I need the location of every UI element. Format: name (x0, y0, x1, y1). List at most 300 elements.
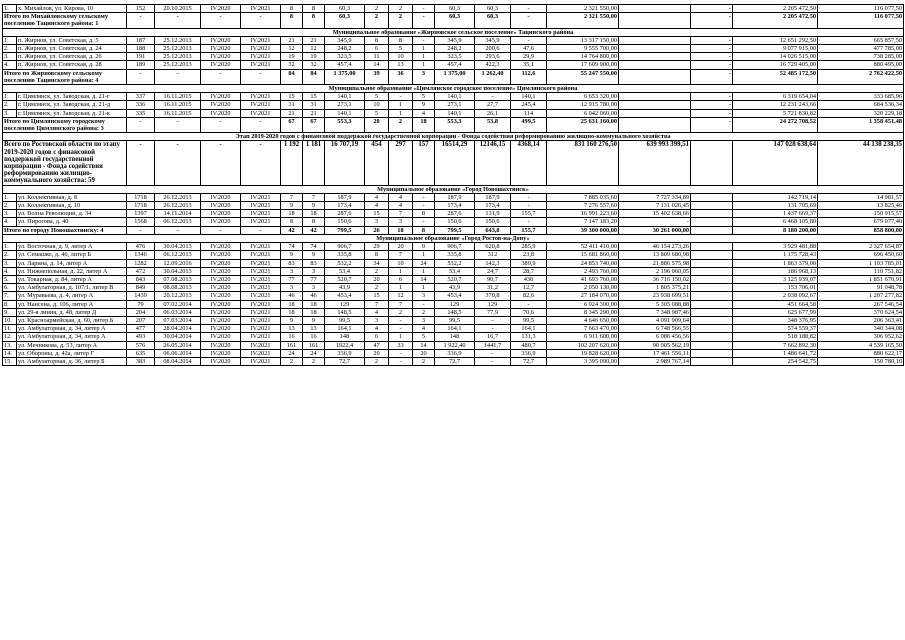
table-cell: IV.2021 (241, 325, 281, 333)
table-cell: 477 785,00 (818, 45, 904, 53)
table-cell: 3 (365, 218, 389, 226)
table-cell: 9 (413, 101, 435, 109)
table-cell: 1 (389, 284, 413, 292)
table-cell: - (389, 93, 413, 101)
table-cell (691, 349, 733, 357)
table-cell: 906,7 (325, 243, 365, 251)
table-cell: 32 (281, 61, 303, 69)
table-cell: 99,5 (435, 316, 475, 324)
table-cell: 16 (303, 333, 325, 341)
table-cell (691, 193, 733, 201)
table-cell: 140,1 (325, 93, 365, 101)
table-cell: 24 (303, 349, 325, 357)
table-cell: 880 495,00 (818, 61, 904, 69)
table-cell: 25.12.2013 (155, 45, 201, 53)
table-cell: 7 131 026,45 (619, 202, 691, 210)
table-cell: IV.2020 (201, 202, 241, 210)
table-cell: 323,5 (325, 53, 365, 61)
table-row (3, 101, 904, 109)
table-cell: - (389, 357, 413, 365)
table-cell: IV.2021 (241, 210, 281, 218)
table-cell: 6 468 105,80 (733, 218, 818, 226)
table-cell: 114 (511, 109, 547, 117)
row-number: 3. (3, 210, 17, 218)
table-row (3, 218, 904, 226)
table-cell: 1397 (127, 210, 155, 218)
table-row (3, 357, 904, 365)
table-cell: 12 (281, 45, 303, 53)
table-cell: 20 (365, 275, 389, 283)
table-cell: 8 (303, 218, 325, 226)
total-cell: 155,7 (511, 226, 547, 234)
address-cell: ул. Ларина, д. 14, литер А (17, 259, 127, 267)
total-cell: 44 138 238,35 (818, 141, 904, 185)
section-header (3, 85, 904, 93)
table-cell: 2 038 092,67 (733, 292, 818, 300)
table-cell: 90,7 (475, 275, 511, 283)
table-cell: 9 555 700,00 (547, 45, 619, 53)
row-number: 7. (3, 292, 17, 300)
total-cell: 60,3 (435, 13, 475, 28)
row-number: 15. (3, 357, 17, 365)
table-cell: 70,6 (511, 308, 547, 316)
table-cell: 188 (127, 45, 155, 53)
table-cell: 2 (413, 357, 435, 365)
table-cell: 5 (413, 333, 435, 341)
table-cell: 1 (389, 333, 413, 341)
table-cell: 21 (303, 109, 325, 117)
table-cell: 336,9 (435, 349, 475, 357)
total-cell: 553,3 (435, 117, 475, 132)
table-cell: 21 (303, 36, 325, 44)
table-cell: 99,5 (511, 316, 547, 324)
table-cell: 1 (389, 267, 413, 275)
table-cell: 24 853 740,00 (547, 259, 619, 267)
table-cell (619, 101, 691, 109)
table-cell: 13 317 150,00 (547, 36, 619, 44)
address-cell: ул. Семашко, д. 46, литер Б (17, 251, 127, 259)
total-cell: 499,5 (511, 117, 547, 132)
table-cell: 46 (281, 292, 303, 300)
table-cell: 06.06.2014 (155, 349, 201, 357)
table-cell: IV.2021 (241, 333, 281, 341)
table-cell: 849 (127, 284, 155, 292)
table-cell: 457,4 (325, 61, 365, 69)
table-cell: IV.2021 (241, 36, 281, 44)
total-cell: - (511, 13, 547, 28)
table-cell: 26.05.2014 (155, 341, 201, 349)
table-cell: 08.08.2013 (155, 284, 201, 292)
table-row (3, 349, 904, 357)
table-cell: - (389, 325, 413, 333)
table-cell: 345,9 (325, 36, 365, 44)
address-cell: ул. Амбулаторная, д. 34, литер А (17, 325, 127, 333)
table-cell: 248,2 (435, 45, 475, 53)
total-cell: - (241, 13, 281, 28)
total-cell: - (127, 69, 155, 84)
table-cell (619, 36, 691, 44)
table-cell: 18 (303, 210, 325, 218)
table-cell: 140,1 (325, 109, 365, 117)
table-cell: 72,7 (511, 357, 547, 365)
table-cell: 60,3 (325, 5, 365, 13)
total-cell: 16514,29 (435, 141, 475, 185)
table-cell: 1 (413, 61, 435, 69)
table-cell: 6 653 320,00 (547, 93, 619, 101)
table-cell: 102 207 620,00 (547, 341, 619, 349)
total-cell: - (127, 141, 155, 185)
table-cell: 1 851 670,91 (818, 275, 904, 283)
table-row (3, 300, 904, 308)
table-cell: 665 857,50 (818, 36, 904, 44)
table-cell (619, 5, 691, 13)
total-cell: 16 707,19 (325, 141, 365, 185)
address-cell: п. Жирнов, ул. Советская, д. 5 (17, 36, 127, 44)
table-cell: 173,4 (435, 202, 475, 210)
table-cell: 906,7 (435, 243, 475, 251)
table-cell: 15 (365, 210, 389, 218)
table-cell: 35,1 (511, 61, 547, 69)
total-cell: - (127, 226, 155, 234)
table-cell: 293,6 (475, 53, 511, 61)
table-cell: 1 (413, 267, 435, 275)
table-cell: 1 (413, 284, 435, 292)
table-cell: IV.2021 (241, 316, 281, 324)
table-cell: 164,1 (511, 325, 547, 333)
table-cell: 532,2 (435, 259, 475, 267)
table-cell: - (511, 218, 547, 226)
table-cell: 14 026 515,00 (733, 53, 818, 61)
table-cell: 248,2 (325, 45, 365, 53)
total-cell: - (201, 69, 241, 84)
total-cell: 55 247 550,00 (547, 69, 619, 84)
table-cell: 161 (303, 341, 325, 349)
total-cell: 639 993 399,51 (619, 141, 691, 185)
table-cell: 12 651 292,50 (733, 36, 818, 44)
table-cell: 520,7 (325, 275, 365, 283)
table-cell: 3 (389, 218, 413, 226)
table-cell: 453,4 (325, 292, 365, 300)
table-cell: 15 (303, 93, 325, 101)
table-cell (691, 333, 733, 341)
table-cell: 370,8 (475, 292, 511, 300)
table-cell: IV.2020 (201, 259, 241, 267)
table-cell: 348 376,95 (733, 316, 818, 324)
table-cell: 306 952,62 (818, 333, 904, 341)
table-cell: 1 103 785,01 (818, 259, 904, 267)
table-cell: 148,5 (325, 308, 365, 316)
subtotal-row (3, 117, 904, 132)
table-cell: 532,2 (325, 259, 365, 267)
table-cell: 6 024 300,00 (547, 300, 619, 308)
table-cell: IV.2020 (201, 218, 241, 226)
table-cell: 684 536,34 (818, 101, 904, 109)
table-cell: 164,1 (325, 325, 365, 333)
table-cell: IV.2021 (241, 251, 281, 259)
table-cell: IV.2021 (241, 341, 281, 349)
total-cell: - (155, 226, 201, 234)
address-cell: ул. Амбулаторная, д. 107/1, литер В (17, 284, 127, 292)
table-cell: 5 305 088,88 (619, 300, 691, 308)
table-cell: 25.12.2013 (155, 36, 201, 44)
table-cell: - (511, 36, 547, 44)
table-cell: 13 825,46 (818, 202, 904, 210)
table-cell: 1 (413, 53, 435, 61)
total-cell: - (201, 117, 241, 132)
table-cell (691, 218, 733, 226)
table-cell: IV.2021 (241, 284, 281, 292)
table-cell: 4 (413, 325, 435, 333)
table-cell: IV.2020 (201, 267, 241, 275)
table-cell: 06.03.2014 (155, 308, 201, 316)
table-cell: IV.2021 (241, 5, 281, 13)
total-cell: 24 272 708,52 (733, 117, 818, 132)
table-cell: IV.2021 (241, 218, 281, 226)
table-row (3, 284, 904, 292)
row-number: 1. (3, 243, 17, 251)
total-cell: - (155, 69, 201, 84)
table-cell: IV.2020 (201, 308, 241, 316)
table-cell: 7 (281, 193, 303, 201)
total-cell: 20 (365, 117, 389, 132)
total-cell: - (155, 117, 201, 132)
address-cell: п. Жирнов, ул. Советская, д. 26 (17, 53, 127, 61)
table-cell: 16,7 (475, 333, 511, 341)
table-cell: 6 319 654,04 (733, 93, 818, 101)
table-cell: 155,7 (511, 210, 547, 218)
table-cell: 24,7 (475, 267, 511, 275)
table-row (3, 210, 904, 218)
total-cell: 8 180 200,00 (733, 226, 818, 234)
table-cell: 430 (511, 275, 547, 283)
total-cell: - (201, 13, 241, 28)
table-cell: 8 (281, 218, 303, 226)
table-cell: 12 (389, 292, 413, 300)
table-cell: 8 (303, 5, 325, 13)
table-cell (619, 61, 691, 69)
total-cell: 147 028 638,64 (733, 141, 818, 185)
table-cell: 24 (413, 259, 435, 267)
table-cell: 4 (413, 109, 435, 117)
section-header (3, 185, 904, 193)
table-cell: 13 809 680,98 (619, 251, 691, 259)
table-cell: 335,8 (435, 251, 475, 259)
table-cell (691, 210, 733, 218)
address-cell: ул. Муравьева, д. 4, литер А (17, 292, 127, 300)
table-cell: 5 (413, 93, 435, 101)
table-cell: IV.2020 (201, 61, 241, 69)
total-cell: 25 631 160,00 (547, 117, 619, 132)
table-cell: 1568 (127, 218, 155, 226)
table-cell: 9 077 915,00 (733, 45, 818, 53)
table-cell: 30.04.2013 (155, 243, 201, 251)
table-cell: 4 539 165,50 (818, 341, 904, 349)
table-cell: 26,1 (475, 109, 511, 117)
table-cell: 254 542,75 (733, 357, 818, 365)
table-cell: 150,6 (325, 218, 365, 226)
total-cell: - (241, 69, 281, 84)
table-row (3, 316, 904, 324)
table-cell: 34 (365, 259, 389, 267)
table-cell: 53,4 (325, 267, 365, 275)
table-cell: IV.2021 (241, 259, 281, 267)
table-cell: 679 077,40 (818, 218, 904, 226)
total-cell: 799,5 (325, 226, 365, 234)
grand-total-row (3, 141, 904, 185)
table-cell: IV.2021 (241, 53, 281, 61)
table-cell: 30.04.2013 (155, 267, 201, 275)
total-cell: 18 (389, 226, 413, 234)
table-cell: IV.2021 (241, 349, 281, 357)
table-cell: 267 546,54 (818, 300, 904, 308)
table-cell: 17 609 900,00 (547, 61, 619, 69)
section-title: Муниципальное образование «Цимлянское городское поселение» Цимлянского района (3, 85, 904, 93)
table-row (3, 308, 904, 316)
table-cell: IV.2020 (201, 251, 241, 259)
total-cell: 2 762 422,50 (818, 69, 904, 84)
table-cell: 7 (389, 251, 413, 259)
total-cell: 18 (413, 117, 435, 132)
table-cell: - (511, 202, 547, 210)
table-row (3, 36, 904, 44)
table-cell: 16 (281, 333, 303, 341)
table-cell: - (389, 316, 413, 324)
subtotal-row (3, 226, 904, 234)
table-cell: 8 345 290,00 (547, 308, 619, 316)
table-row (3, 251, 904, 259)
table-cell: 06.12.2013 (155, 251, 201, 259)
table-cell: 4 091 909,64 (619, 316, 691, 324)
table-cell: 06.12.2013 (155, 218, 201, 226)
table-cell: 29 (365, 243, 389, 251)
table-cell: 6 042 060,00 (547, 109, 619, 117)
table-cell: 131,9 (475, 210, 511, 218)
total-cell: 4368,14 (511, 141, 547, 185)
table-row (3, 202, 904, 210)
table-cell: 3 395 090,00 (547, 357, 619, 365)
table-cell: 738 285,00 (818, 53, 904, 61)
table-cell: 3 (303, 284, 325, 292)
row-number: 3. (3, 53, 17, 61)
table-cell: 43,9 (435, 284, 475, 292)
table-cell: 140,1 (435, 93, 475, 101)
table-cell: 1 (389, 101, 413, 109)
table-cell: 20.12.2013 (155, 292, 201, 300)
row-number: 2. (3, 251, 17, 259)
row-number: 4. (3, 267, 17, 275)
table-cell: 204 (127, 308, 155, 316)
table-cell: 83 (303, 259, 325, 267)
address-cell: ул. Амбулаторная, д. 34, литер А (17, 333, 127, 341)
table-cell: 1718 (127, 193, 155, 201)
table-cell: - (413, 5, 435, 13)
section-title: Муниципальное образование «Жирновское сельское поселение» Тацинского района (3, 28, 904, 36)
table-cell: 4 (365, 325, 389, 333)
table-cell (691, 341, 733, 349)
table-cell: 131 705,69 (733, 202, 818, 210)
total-cell: - (691, 13, 733, 28)
table-cell: 3 125 939,07 (733, 275, 818, 283)
row-number: 2. (3, 202, 17, 210)
table-cell: 26.12.2013 (155, 193, 201, 201)
table-row (3, 193, 904, 201)
table-cell: 2 989 767,14 (619, 357, 691, 365)
table-cell: 1 863 379,00 (733, 259, 818, 267)
table-cell: 161 (281, 341, 303, 349)
table-cell: 15 (281, 93, 303, 101)
total-cell: 12146,15 (475, 141, 511, 185)
total-cell: 112,6 (511, 69, 547, 84)
table-cell: IV.2020 (201, 341, 241, 349)
table-cell: 7 727 334,89 (619, 193, 691, 201)
row-number: 11. (3, 325, 17, 333)
section-header (3, 28, 904, 36)
table-cell: 83 (281, 259, 303, 267)
table-cell: 9 (281, 316, 303, 324)
table-cell: 18 (303, 300, 325, 308)
table-cell: IV.2020 (201, 325, 241, 333)
table-row (3, 53, 904, 61)
table-cell: 7 (365, 300, 389, 308)
table-cell: 15 402 638,66 (619, 210, 691, 218)
table-cell: 200,6 (475, 45, 511, 53)
table-cell: - (691, 61, 733, 69)
table-cell (619, 45, 691, 53)
table-cell: IV.2020 (201, 284, 241, 292)
address-cell: ул. Амбулаторная, д. 36, литер Б (17, 357, 127, 365)
table-cell: IV.2021 (241, 101, 281, 109)
subtotal-row (3, 69, 904, 84)
table-cell: 110 751,82 (818, 267, 904, 275)
table-cell: 6 086 456,56 (619, 333, 691, 341)
table-cell: - (511, 193, 547, 201)
table-cell: 13 (281, 325, 303, 333)
table-cell: 5 (389, 45, 413, 53)
table-cell: 74 (281, 243, 303, 251)
total-cell: 3 (413, 69, 435, 84)
table-cell: 4 (389, 193, 413, 201)
table-cell: 7 885 035,60 (547, 193, 619, 201)
table-cell: IV.2020 (201, 53, 241, 61)
total-cell: - (241, 117, 281, 132)
table-cell: 1 (413, 251, 435, 259)
table-cell: 14.11.2014 (155, 210, 201, 218)
table-cell: 10 (365, 101, 389, 109)
table-row (3, 109, 904, 117)
table-cell: 91 048,78 (818, 284, 904, 292)
table-cell: 1 (389, 109, 413, 117)
table-cell: 16.11.2015 (155, 109, 201, 117)
table-cell: 7 (389, 300, 413, 308)
table-cell: - (413, 300, 435, 308)
table-cell: 5 (365, 109, 389, 117)
table-cell: 323,5 (435, 53, 475, 61)
table-cell: 245,4 (511, 101, 547, 109)
total-cell: 1 262,40 (475, 69, 511, 84)
total-cell: 1 181 (303, 141, 325, 185)
table-cell: 12.09.2016 (155, 259, 201, 267)
table-cell: 10 (389, 259, 413, 267)
table-cell: 340 344,08 (818, 325, 904, 333)
table-cell: 31,2 (475, 284, 511, 292)
table-cell: 206 363,41 (818, 316, 904, 324)
table-cell: 53,4 (435, 267, 475, 275)
table-cell: 2 (365, 5, 389, 13)
table-cell: 457,4 (435, 61, 475, 69)
address-cell: ул. 29-я линия, д. 48, литер Д (17, 308, 127, 316)
row-number: 2. (3, 45, 17, 53)
table-cell: 46 (303, 292, 325, 300)
